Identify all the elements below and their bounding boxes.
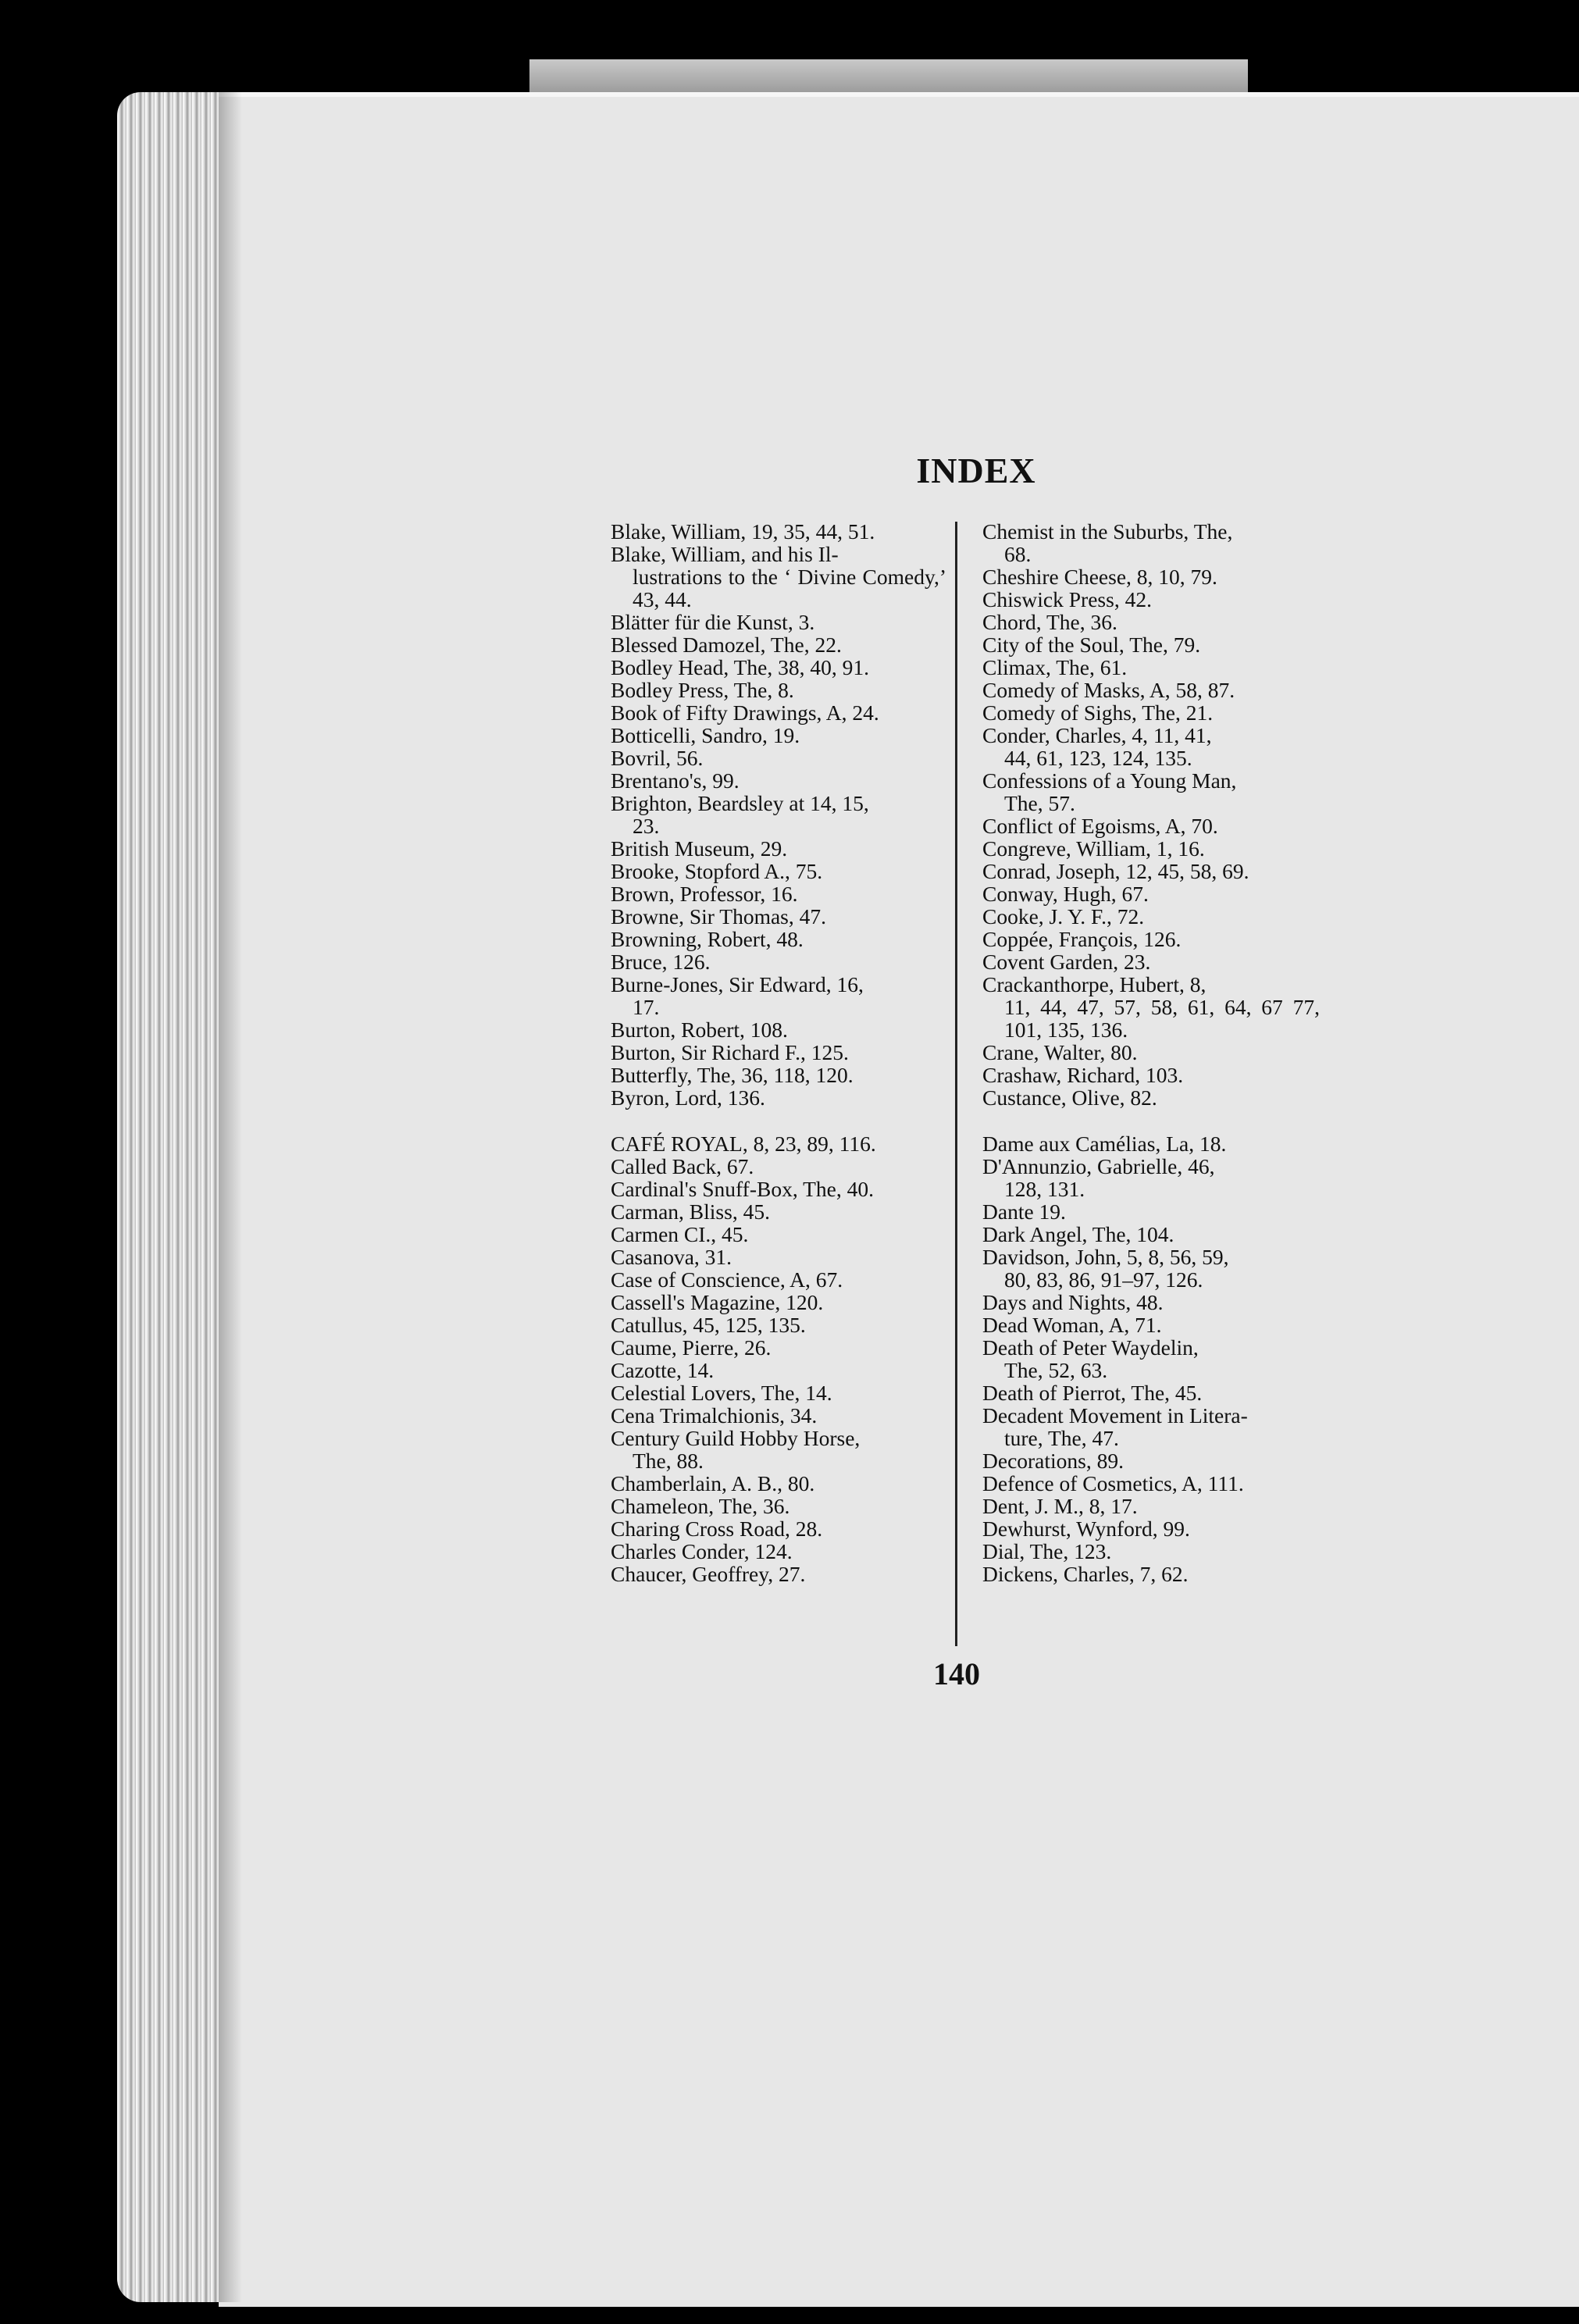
index-entry	[982, 588, 1320, 611]
index-entry-text: Decadent Movement in Litera-	[982, 1403, 1248, 1428]
index-entry	[982, 1041, 1320, 1064]
index-entry	[982, 656, 1320, 679]
index-entry	[611, 1540, 946, 1563]
index-entry-text: Book of Fifty Drawings, A, 24.	[611, 700, 879, 725]
index-entry-text: Case of Conscience, A, 67.	[611, 1267, 843, 1292]
index-entry-text: Dewhurst, Wynford, 99.	[982, 1517, 1190, 1541]
index-entry	[982, 1540, 1320, 1563]
index-entry	[611, 1064, 946, 1086]
index-entry	[611, 1223, 946, 1246]
index-entry	[982, 520, 1320, 565]
index-entry-text: Cardinal's Snuff-Box, The, 40.	[611, 1177, 874, 1201]
index-entry-text: Caume, Pierre, 26.	[611, 1335, 772, 1360]
index-entry-text: Crane, Walter, 80.	[982, 1040, 1138, 1064]
index-entry	[611, 1132, 946, 1155]
index-entry-text: Cooke, J. Y. F., 72.	[982, 904, 1145, 929]
index-entry-continuation: 23.	[633, 814, 660, 838]
index-entry-text: Burton, Sir Richard F., 125.	[611, 1040, 849, 1064]
index-entry	[982, 679, 1320, 701]
index-entry	[982, 1064, 1320, 1086]
index-entry-continuation: 68.	[1004, 542, 1032, 566]
index-entry-text: Chamberlain, A. B., 80.	[611, 1471, 815, 1495]
index-entry-text: Dent, J. M., 8, 17.	[982, 1494, 1138, 1518]
index-entry-text: Defence of Cosmetics, A, 111.	[982, 1471, 1244, 1495]
index-entry-text: Chord, The, 36.	[982, 610, 1117, 634]
index-entry	[611, 792, 946, 837]
index-entry-text: Coppée, François, 126.	[982, 927, 1182, 951]
index-entry-text: Burton, Robert, 108.	[611, 1018, 788, 1042]
index-column-right	[982, 520, 1320, 1585]
index-entry-text: Dante 19.	[982, 1199, 1066, 1224]
index-entry-text: Comedy of Sighs, The, 21.	[982, 700, 1214, 725]
index-entry-continuation: 11, 44, 47, 57, 58, 61, 64, 67 77, 101, 135, 136.	[1004, 995, 1320, 1042]
index-entry-text: Called Back, 67.	[611, 1154, 754, 1178]
index-entry	[611, 1041, 946, 1064]
index-entry-text: Comedy of Masks, A, 58, 87.	[982, 678, 1235, 702]
index-column-left	[611, 520, 946, 1585]
index-entry-text: Blake, William, 19, 35, 44, 51.	[611, 519, 875, 544]
index-entry	[982, 837, 1320, 860]
index-entry	[611, 769, 946, 792]
index-entry	[982, 814, 1320, 837]
index-entry-continuation: lustrations to the ‘ Divine Comedy,’ 43, 44.	[633, 565, 946, 611]
index-entry-text: Brentano's, 99.	[611, 768, 740, 793]
index-entry-continuation: ture, The, 47.	[1004, 1426, 1119, 1450]
index-entry	[611, 1178, 946, 1200]
index-entry-text: Decorations, 89.	[982, 1449, 1124, 1473]
index-entry-text: Chameleon, The, 36.	[611, 1494, 790, 1518]
index-entry	[611, 633, 946, 656]
index-entry-text: Bruce, 126.	[611, 950, 711, 974]
index-entry-text: Conflict of Egoisms, A, 70.	[982, 814, 1218, 838]
section-gap	[982, 1109, 1320, 1132]
index-entry	[611, 701, 946, 724]
index-entry-text: Charles Conder, 124.	[611, 1539, 793, 1563]
index-entry	[982, 769, 1320, 814]
index-entry	[982, 1155, 1320, 1200]
index-entry-text: Conway, Hugh, 67.	[982, 882, 1149, 906]
index-entry	[611, 747, 946, 769]
index-entry-text: Browning, Robert, 48.	[611, 927, 804, 951]
index-entry-text: Chiswick Press, 42.	[982, 587, 1152, 611]
index-entry-text: Conder, Charles, 4, 11, 41,	[982, 723, 1212, 747]
index-entry-continuation: The, 88.	[633, 1449, 704, 1473]
index-entry-continuation: 17.	[633, 995, 660, 1019]
index-entry-text: Brighton, Beardsley at 14, 15,	[611, 791, 869, 815]
index-entry-text: Carman, Bliss, 45.	[611, 1199, 770, 1224]
index-entry	[982, 928, 1320, 950]
index-entry	[982, 611, 1320, 633]
index-entry-text: Dead Woman, A, 71.	[982, 1313, 1162, 1337]
index-entry	[982, 882, 1320, 905]
index-entry	[611, 1086, 946, 1109]
index-entry-text: City of the Soul, The, 79.	[982, 633, 1201, 657]
index-entry	[982, 1495, 1320, 1517]
index-entry-text: Celestial Lovers, The, 14.	[611, 1381, 832, 1405]
index-entry-continuation: 80, 83, 86, 91–97, 126.	[1004, 1267, 1203, 1292]
page-number: 140	[933, 1656, 980, 1691]
index-entry	[611, 1200, 946, 1223]
index-entry	[611, 1359, 946, 1381]
index-entry	[611, 520, 946, 543]
index-entry-text: Century Guild Hobby Horse,	[611, 1426, 861, 1450]
index-entry-text: Carmen CI., 45.	[611, 1222, 749, 1246]
index-entry	[611, 611, 946, 633]
index-entry	[982, 1291, 1320, 1313]
index-entry-text: Chemist in the Suburbs, The,	[982, 519, 1233, 544]
index-entry-text: Casanova, 31.	[611, 1245, 732, 1269]
index-entry-text: Blätter für die Kunst, 3.	[611, 610, 815, 634]
index-entry-continuation: 44, 61, 123, 124, 135.	[1004, 746, 1192, 770]
index-entry-text: Blessed Damozel, The, 22.	[611, 633, 842, 657]
index-entry	[611, 1563, 946, 1585]
index-entry	[982, 1472, 1320, 1495]
index-entry	[611, 1018, 946, 1041]
index-entry	[982, 565, 1320, 588]
index-entry	[611, 837, 946, 860]
index-entry-text: Covent Garden, 23.	[982, 950, 1151, 974]
column-divider	[955, 522, 957, 1646]
index-entry-text: Dial, The, 123.	[982, 1539, 1112, 1563]
index-entry	[611, 1427, 946, 1472]
index-entry-text: Cassell's Magazine, 120.	[611, 1290, 824, 1314]
index-entry	[982, 1404, 1320, 1449]
index-entry-text: Custance, Olive, 82.	[982, 1085, 1157, 1110]
index-entry	[611, 860, 946, 882]
index-entry-text: CAFÉ ROYAL, 8, 23, 89, 116.	[611, 1132, 876, 1156]
index-entry	[611, 1313, 946, 1336]
index-entry-text: Charing Cross Road, 28.	[611, 1517, 823, 1541]
index-entry	[982, 1381, 1320, 1404]
index-entry-text: Crackanthorpe, Hubert, 8,	[982, 972, 1207, 996]
index-entry	[982, 973, 1320, 1041]
index-entry-text: Botticelli, Sandro, 19.	[611, 723, 800, 747]
index-entry-continuation: The, 52, 63.	[1004, 1358, 1108, 1382]
index-entry	[982, 724, 1320, 769]
index-entry-text: Cazotte, 14.	[611, 1358, 715, 1382]
index-entry-text: Dark Angel, The, 104.	[982, 1222, 1174, 1246]
index-entry	[611, 905, 946, 928]
index-entry-text: D'Annunzio, Gabrielle, 46,	[982, 1154, 1215, 1178]
index-entry-text: Burne-Jones, Sir Edward, 16,	[611, 972, 864, 996]
index-entry	[982, 1223, 1320, 1246]
index-entry-text: Conrad, Joseph, 12, 45, 58, 69.	[982, 859, 1249, 883]
index-entry	[982, 1336, 1320, 1381]
index-entry-text: Days and Nights, 48.	[982, 1290, 1164, 1314]
index-entry-text: Crashaw, Richard, 103.	[982, 1063, 1184, 1087]
index-entry-text: Butterfly, The, 36, 118, 120.	[611, 1063, 854, 1087]
page-title: INDEX	[916, 451, 1036, 490]
index-entry	[611, 1336, 946, 1359]
index-entry-text: Bovril, 56.	[611, 746, 704, 770]
index-entry-text: Chaucer, Geoffrey, 27.	[611, 1562, 806, 1586]
index-entry-text: Death of Peter Waydelin,	[982, 1335, 1199, 1360]
index-entry	[982, 905, 1320, 928]
index-entry-text: Congreve, William, 1, 16.	[982, 836, 1205, 861]
index-entry	[982, 701, 1320, 724]
index-entry	[611, 543, 946, 611]
index-entry-text: Byron, Lord, 136.	[611, 1085, 765, 1110]
index-entry	[611, 724, 946, 747]
index-entry	[611, 656, 946, 679]
index-entry-text: Confessions of a Young Man,	[982, 768, 1237, 793]
index-entry	[611, 973, 946, 1018]
index-entry	[611, 679, 946, 701]
index-entry-text: Death of Pierrot, The, 45.	[982, 1381, 1203, 1405]
index-entry-continuation: 128, 131.	[1004, 1177, 1085, 1201]
index-entry	[982, 1449, 1320, 1472]
index-entry	[611, 1291, 946, 1313]
index-entry-continuation: The, 57.	[1004, 791, 1075, 815]
index-entry	[611, 1381, 946, 1404]
index-entry	[611, 928, 946, 950]
section-gap	[611, 1109, 946, 1132]
index-entry	[611, 1517, 946, 1540]
index-entry	[611, 1404, 946, 1427]
index-entry-text: Cena Trimalchionis, 34.	[611, 1403, 818, 1428]
index-entry	[982, 1517, 1320, 1540]
index-entry	[611, 882, 946, 905]
index-entry	[611, 1472, 946, 1495]
index-entry-text: Bodley Head, The, 38, 40, 91.	[611, 655, 869, 679]
index-entry-text: Davidson, John, 5, 8, 56, 59,	[982, 1245, 1229, 1269]
index-entry	[982, 1313, 1320, 1336]
index-entry-text: Catullus, 45, 125, 135.	[611, 1313, 806, 1337]
index-entry-text: Dame aux Camélias, La, 18.	[982, 1132, 1227, 1156]
index-entry	[982, 633, 1320, 656]
index-entry-text: British Museum, 29.	[611, 836, 788, 861]
index-entry	[611, 1495, 946, 1517]
index-entry	[982, 1563, 1320, 1585]
page-gutter-shadow	[219, 92, 242, 2302]
index-entry-text: Bodley Press, The, 8.	[611, 678, 794, 702]
index-entry-text: Brown, Professor, 16.	[611, 882, 798, 906]
index-entry	[982, 860, 1320, 882]
index-entry-text: Climax, The, 61.	[982, 655, 1128, 679]
index-entry	[611, 1246, 946, 1268]
index-entry	[982, 1132, 1320, 1155]
index-entry	[982, 1246, 1320, 1291]
index-entry-text: Browne, Sir Thomas, 47.	[611, 904, 827, 929]
index-entry-text: Dickens, Charles, 7, 62.	[982, 1562, 1189, 1586]
index-entry-text: Brooke, Stopford A., 75.	[611, 859, 823, 883]
index-entry	[611, 950, 946, 973]
index-entry	[611, 1268, 946, 1291]
index-entry	[982, 1086, 1320, 1109]
index-entry	[982, 1200, 1320, 1223]
index-entry-text: Cheshire Cheese, 8, 10, 79.	[982, 565, 1217, 589]
index-entry	[611, 1155, 946, 1178]
index-entry	[982, 950, 1320, 973]
index-entry-text: Blake, William, and his Il-	[611, 542, 839, 566]
